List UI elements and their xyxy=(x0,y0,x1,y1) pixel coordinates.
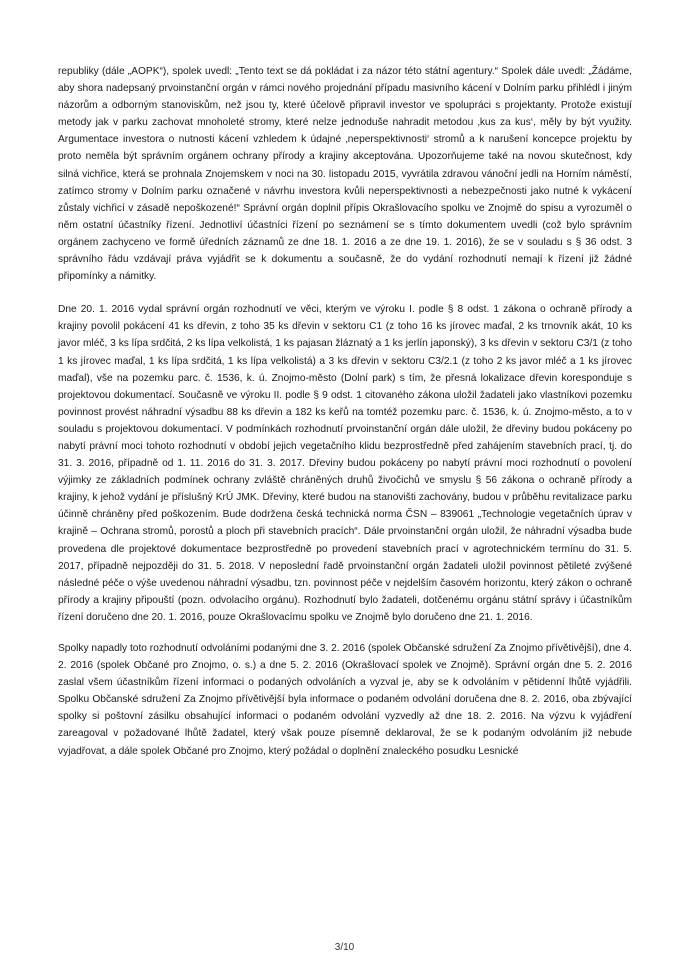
paragraph-2: Dne 20. 1. 2016 vydal správní orgán rozhodnutí ve věci, kterým ve výroku I. podle § 8 odst. 1 zákona o ochraně přírody a krajiny povolil pokácení 41 ks dřevin, z toho 35 ks dřevin v sektoru C1 (z toho 16 ks jírovec maďal, 2 ks trnovník akát, 10 ks javor mléč, 3 ks lípa srdčitá, 2 ks lípa velkolistá, 1 ks pajasan žláznatý a 1 ks jerlín japonský), 3 ks dřevin v sektoru C3/1 (z toho 1 ks jírovec maďal, 1 ks lípa srdčitá, 1 ks lípa velkolistá) a 3 ks dřevin v sektoru C3/2.1 (z toho 2 ks javor mléč a 1 ks jírovec maďal), vše na pozemku parc. č. 1536, k. ú. Znojmo-město (Dolní park) s tím, že přesná lokalizace dřevin koresponduje s projektovou dokumentací. Současně ve výroku II. podle § 9 odst. 1 citovaného zákona uložil žadateli jako vlastníkovi pozemku povinnost provést náhradní výsadbu 88 ks dřevin a 182 ks keřů na tomtéž pozemku parc. č. 1536, k. ú. Znojmo-město, a to v souladu s projektovou dokumentací. V podmínkách rozhodnutí prvoinstanční orgán dále uložil, že dřeviny budou pokáceny po nabytí právní moci tohoto rozhodnutí v období jejich vegetačního klidu bezprostředně před zahájením stavebních prací, tj. do 31. 3. 2016, případně od 1. 11. 2016 do 31. 3. 2017. Dřeviny budou pokáceny po nabytí právní moci rozhodnutí o povolení výjimky ze základních podmínek ochrany zvláště chráněných druhů živočichů ve smyslu § 56 zákona o ochraně přírody a krajiny, k jehož vydání je příslušný KrÚ JMK. Dřeviny, které budou na stanovišti zachovány, budou v průběhu revitalizace parku účinně chráněny před poškozením. Bude dodržena česká technická norma ČSN – 839061 „Technologie vegetačních úprav v krajině – Ochrana stromů, porostů a ploch při stavebních pracích“. Dále prvoinstanční orgán uložil, že náhradní výsadba bude provedena dle projektové dokumentace bezprostředně po provedení stavebních prací v agrotechnickém termínu do 31. 5. 2017, případně nejpozději do 31. 5. 2018. V neposlední řadě prvoinstanční orgán žadateli uložil povinnost pětileté zvýšené následné péče o výše uvedenou náhradní výsadbu, tzn. povinnost péče v nejdelším časovém horizontu, který zákon o ochraně přírody a krajiny připouští (pozn. odvolacího orgánu). Rozhodnutí bylo žadateli, dotčenému orgánu státní správy i účastníkům řízení doručeno dne 20. 1. 2016, pouze Okrašlovacímu spolku ve Znojmě bylo doručeno dne 21. 1. 2016. xyxy=(58,304,632,623)
document-page xyxy=(58,63,632,774)
paragraph-3: Spolky napadly toto rozhodnutí odvoláními podanými dne 3. 2. 2016 (spolek Občanské sdružení Za Znojmo přívětivější), dne 4. 2. 2016 (spolek Občané pro Znojmo, o. s.) a dne 5. 2. 2016 (Okrašlovací spolek ve Znojmě). Správní orgán dne 5. 2. 2016 zaslal všem účastníkům řízení informaci o podaných odvoláních a vyzval je, aby se k odvoláním v pětidenní lhůtě vyjádřili. Spolku Občanské sdružení Za Znojmo přívětivější byla informace o podaném odvolání doručena dne 8. 2. 2016, oba zbývající spolky si poštovní zásilku obsahující informaci o podaném odvolání vyzvedly až dne 18. 2. 2016. Na výzvu k vyjádření zareagoval v požadované lhůtě žadatel, který však pouze písemně deklaroval, že se k podaným odvoláním již nebude vyjadřovat, a dále spolek Občané pro Znojmo, který požádal o doplnění znaleckého posudku Lesnické xyxy=(58,643,632,757)
paragraph-1: republiky (dále „AOPK“), spolek uvedl: „Tento text se dá pokládat i za názor této státní agentury.“ Spolek dále uvedl: „Žádáme, aby shora nadepsaný prvoinstanční orgán v rámci nového projednání případu masivního kácení v Dolním parku přihlédl i jiným názorům a odborným stanoviskům, než jsou ty, které účelově připravil investor ve spolupráci s projektanty. Protože existují metody jak v parku zachovat mnoholeté stromy, které nelze jednoduše nahradit metodou ‚kus za kus‘, měly by být využity. Argumentace investora o nutnosti kácení vzhledem k údajné ‚neperspektivnosti‘ stromů a k narušení koncepce projektu by proto neměla být správním orgánem ochrany přírody a krajiny akceptována. Upozorňujeme také na novou skutečnost, kdy silná vichřice, která se prohnala Znojemskem v noci na 30. listopadu 2015, vyvrátila zdravou vánoční jedli na Horním náměstí, zatímco stromy v Dolním parku označené v návrhu investora kvůli neperspektivnosti a nebezpečnosti jako nutné k vykácení zůstaly vichřicí v zásadě nepoškozené!“ Správní orgán doplnil přípis Okrašlovacího spolku ve Znojmě do spisu a vyrozuměl o něm ostatní účastníky řízení. Jednotliví účastníci řízení po seznámení se s tímto dokumentem uvedli (což bylo správním orgánem zachyceno ve formě úředních záznamů ze dne 18. 1. 2016 a ze dne 19. 1. 2016), že se v souladu s § 36 odst. 3 správního řádu vzdávají práva vyjádřit se k dokumentu a současně, že do vydání rozhodnutí nemají k řízení již žádné připomínky a námitky. xyxy=(58,66,632,283)
page-number: 3/10 xyxy=(334,942,355,953)
